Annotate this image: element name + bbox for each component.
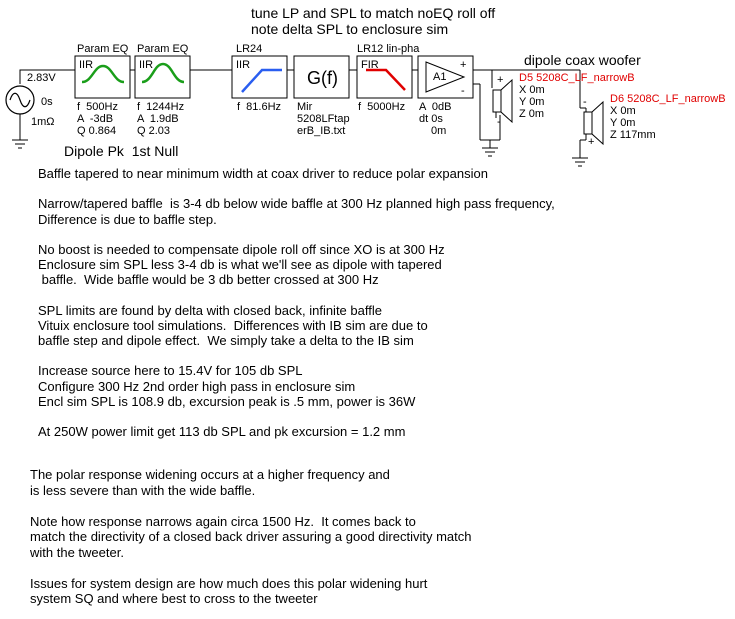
gf-param-2: 5208LFtap	[297, 113, 350, 125]
d6-plus-sign: +	[588, 136, 595, 148]
note-line	[30, 560, 471, 576]
ground-d5	[482, 140, 498, 156]
amp-minus-sign: -	[461, 85, 465, 97]
source-resistance: 1mΩ	[31, 116, 55, 128]
d5-plus-sign: +	[497, 74, 504, 86]
note-line: Narrow/tapered baffle is 3-4 db below wide baffle at 300 Hz planned high pass frequency,	[38, 196, 555, 212]
amplifier-tag: A1	[433, 71, 447, 83]
d6-minus-sign: -	[583, 96, 587, 108]
woofer-label: dipole coax woofer	[524, 52, 641, 68]
note-line	[38, 181, 555, 196]
note-line: match the directivity of a closed back driver assuring a good directivity match	[30, 529, 472, 544]
param-eq-1-param-a: A -3dB	[77, 113, 114, 125]
amplifier-param-a: A 0dB	[419, 101, 452, 113]
source-voltage: 2.83V	[27, 72, 56, 84]
note-line: with the tweeter.	[30, 544, 124, 560]
header-line-2: note delta SPL to enclosure sim	[251, 21, 449, 37]
ground-d6	[572, 158, 588, 166]
param-eq-2-param-f: f 1244Hz	[137, 101, 185, 113]
notes-block-2	[30, 467, 471, 607]
gf-param-3: erB_IB.txt	[297, 125, 346, 137]
note-line: Baffle tapered to near minimum width at coax driver to reduce polar expansion	[38, 166, 488, 181]
amplifier-param-pos: 0m	[431, 125, 447, 137]
source-phase: 0s	[41, 96, 53, 108]
note-line: The polar response widening occurs at a higher frequency and	[30, 467, 390, 482]
note-line	[30, 498, 471, 514]
gf-param-1: Mir	[297, 101, 313, 113]
note-line: Difference is due to baffle step.	[38, 211, 217, 227]
note-line: Encl sim SPL is 108.9 db, excursion peak is .5 mm, power is 36W	[38, 393, 416, 409]
note-line: baffle. Wide baffle would be 3 db better crossed at 300 Hz	[38, 272, 379, 288]
param-eq-1-param-f: f 500Hz	[77, 101, 118, 113]
param-eq-2-title: Param EQ	[137, 43, 189, 55]
lr12-tag: FIR	[361, 59, 379, 71]
note-line: Note how response narrows again circa 1500 Hz. It comes back to	[30, 513, 416, 529]
notes-block-1	[38, 166, 555, 439]
driver-d6-z: Z 117mm	[610, 129, 656, 141]
param-eq-1-title: Param EQ	[77, 43, 129, 55]
lr24-param-f: f 81.6Hz	[237, 101, 282, 113]
lr12-param-f: f 5000Hz	[358, 101, 406, 113]
eq-caption: Dipole Pk 1st Null	[64, 143, 179, 159]
header-line-1: tune LP and SPL to match noEQ roll off	[251, 5, 496, 21]
lr24-tag: IIR	[236, 59, 251, 71]
param-eq-2-tag: IIR	[139, 59, 154, 71]
amplifier-param-dt: dt 0s	[419, 113, 443, 125]
driver-d6-x: X 0m	[610, 105, 636, 117]
note-line: baffle step and dipole effect. We simply take a delta to the IB sim	[38, 333, 414, 349]
note-line	[38, 348, 555, 363]
param-eq-1-param-q: Q 0.864	[77, 125, 117, 137]
driver-d6-y: Y 0m	[610, 117, 636, 129]
driver-d6-name: D6 5208C_LF_narrowB	[610, 93, 726, 105]
note-line: Enclosure sim SPL less 3-4 db is what we'll see as dipole with tapered	[38, 257, 442, 273]
driver-d5-y: Y 0m	[519, 96, 545, 108]
note-line	[38, 288, 555, 303]
note-line: Configure 300 Hz 2nd order high pass in enclosure sim	[38, 378, 356, 394]
param-eq-1-tag: IIR	[79, 59, 94, 71]
note-line: Vituix enclosure tool simulations. Differences with IB sim are due to	[38, 317, 428, 333]
note-line	[38, 409, 555, 424]
note-line: At 250W power limit get 113 db SPL and pk excursion = 1.2 mm	[38, 424, 406, 440]
lr12-title: LR12 lin-pha	[357, 43, 420, 55]
driver-d5-x: X 0m	[519, 84, 545, 96]
note-line: Increase source here to 15.4V for 105 db SPL	[38, 363, 303, 379]
voltage-source[interactable]	[6, 86, 34, 114]
note-line: No boost is needed to compensate dipole roll off since XO is at 300 Hz	[38, 241, 445, 257]
note-line: system SQ and where best to cross to the tweeter	[30, 591, 318, 606]
note-line: is less severe than with the wide baffle.	[30, 482, 256, 498]
param-eq-2-param-q: Q 2.03	[137, 125, 171, 137]
driver-d5-name: D5 5208C_LF_narrowB	[519, 72, 635, 84]
note-line: SPL limits are found by delta with closed back, infinite baffle	[38, 302, 382, 318]
gf-tag: G(f)	[307, 68, 338, 88]
note-line: Issues for system design are how much does this polar widening hurt	[30, 575, 428, 591]
ground-source	[12, 140, 28, 148]
driver-d5-z: Z 0m	[519, 108, 545, 120]
d5-minus-sign: -	[497, 116, 501, 128]
amp-plus-sign: +	[460, 59, 467, 71]
param-eq-2-param-a: A 1.9dB	[137, 113, 179, 125]
lr24-title: LR24	[236, 43, 263, 55]
note-line	[38, 227, 555, 242]
